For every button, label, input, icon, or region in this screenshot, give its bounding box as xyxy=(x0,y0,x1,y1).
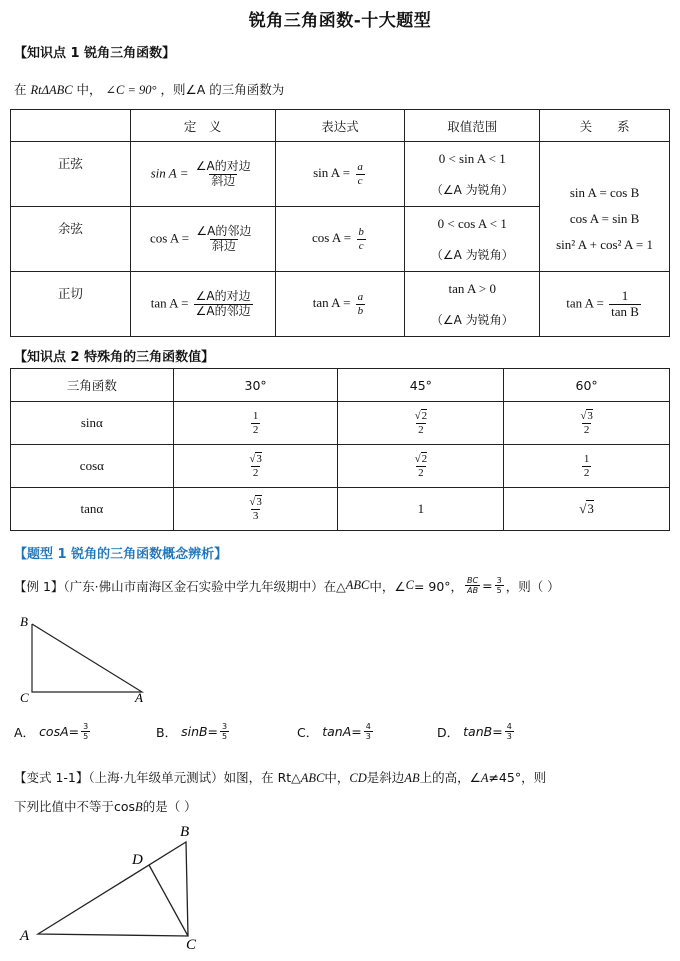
option-b[interactable]: B． sinB= $\frac{3}{5}$ xyxy=(156,722,228,742)
vertex-label-d: D xyxy=(132,852,143,868)
tan-45: 1 xyxy=(338,488,504,531)
header-expression: 表达式 xyxy=(275,110,405,142)
header-relation: 关 系 xyxy=(540,110,670,142)
sin-45: $\frac{√2}{2}$ xyxy=(338,402,504,445)
tan-30: $\frac{√3}{3}$ xyxy=(173,488,338,531)
row-name-sine: 正弦 xyxy=(11,142,131,207)
tangent-range: tan A > 0 （∠A 为锐角） xyxy=(405,272,540,337)
cosine-expression: cos A = $\frac{b}{c}$ xyxy=(275,207,405,272)
trig-definition-table xyxy=(10,109,670,337)
cos-30: $\frac{√3}{2}$ xyxy=(173,445,338,488)
sine-expression: sin A = $\frac{a}{c}$ xyxy=(275,142,405,207)
cos-45: $\frac{√2}{2}$ xyxy=(338,445,504,488)
header-range: 取值范围 xyxy=(405,110,540,142)
cosine-definition: cos A = $\frac{\text{∠A的邻边}}{\text{斜边}}$ xyxy=(130,207,275,272)
row-name-tangent: 正切 xyxy=(11,272,131,337)
special-angle-table xyxy=(10,368,670,531)
variant1-line1: 【变式 1-1】（上海·九年级单元测试）如图，在 Rt△ABC中，CD是斜边AB上的高，∠A≠45°，则 xyxy=(14,770,547,785)
variant1-triangle-figure xyxy=(14,822,214,952)
sin-30: $\frac{1}{2}$ xyxy=(173,402,338,445)
header-empty xyxy=(11,110,131,142)
vertex-label-b: B xyxy=(180,824,190,840)
kp1-heading: 【知识点 1 锐角三角函数】 xyxy=(14,46,176,61)
row-name-cosine: 余弦 xyxy=(11,207,131,272)
example1-triangle-figure xyxy=(10,612,160,712)
tan-60: √3 xyxy=(504,488,670,531)
vertex-label-a: A xyxy=(135,690,143,705)
variant1-line2: 下列比值中不等于cosB的是（ ） xyxy=(14,799,197,814)
relation-pythagorean: sin² A + cos² A = 1 xyxy=(556,236,653,252)
sine-range: 0 < sin A < 1 （∠A 为锐角） xyxy=(405,142,540,207)
type1-heading: 【题型 1 锐角的三角函数概念辨析】 xyxy=(14,547,228,562)
vertex-label-a: A xyxy=(20,928,30,944)
fn-cos: cosα xyxy=(11,445,174,488)
vertex-label-c: C xyxy=(186,937,197,952)
sin-60: $\frac{√3}{2}$ xyxy=(504,402,670,445)
header-60: 60° xyxy=(504,369,670,402)
tangent-expression: tan A = $\frac{a}{b}$ xyxy=(275,272,405,337)
option-a[interactable]: A． cosA= $\frac{3}{5}$ xyxy=(14,722,89,742)
page-title: 锐角三角函数-十大题型 xyxy=(248,11,432,31)
option-c[interactable]: C． tanA= $\frac{4}{3}$ xyxy=(297,722,371,742)
relation-sin-cos: sin A = cos B xyxy=(569,184,640,200)
option-d[interactable]: D． tanB= $\frac{4}{3}$ xyxy=(437,722,512,742)
cos-60: $\frac{1}{2}$ xyxy=(504,445,670,488)
header-definition: 定 义 xyxy=(130,110,275,142)
header-45: 45° xyxy=(338,369,504,402)
kp2-heading: 【知识点 2 特殊角的三角函数值】 xyxy=(14,350,215,365)
tan-relation: tan A = $\frac{1}{\text{tan B}}$ xyxy=(540,272,670,337)
fn-sin: sinα xyxy=(11,402,174,445)
header-function: 三角函数 xyxy=(11,369,174,402)
vertex-label-c: C xyxy=(20,690,29,705)
fn-tan: tanα xyxy=(11,488,174,531)
example1-question: 【例 1】（广东·佛山市南海区金石实验中学九年级期中）在△ ABC 中，∠ C = 90°， $\frac{BC}{AB}$ = $\frac{3}{5}$ ，则（ ） xyxy=(14,576,560,596)
relation-cos-sin: cos A = sin B xyxy=(569,210,640,226)
kp1-intro: 在 RtΔABC 中， ∠C = 90° ，则∠A 的三角函数为 xyxy=(14,82,285,97)
relations-cell xyxy=(540,142,670,272)
tangent-definition: tan A = $\frac{\text{∠A的对边}}{\text{∠A的邻边}}$ xyxy=(130,272,275,337)
sine-definition: sin A = $\frac{\text{∠A的对边}}{\text{斜边}}$ xyxy=(130,142,275,207)
vertex-label-b: B xyxy=(20,614,28,629)
cosine-range: 0 < cos A < 1 （∠A 为锐角） xyxy=(405,207,540,272)
header-30: 30° xyxy=(173,369,338,402)
